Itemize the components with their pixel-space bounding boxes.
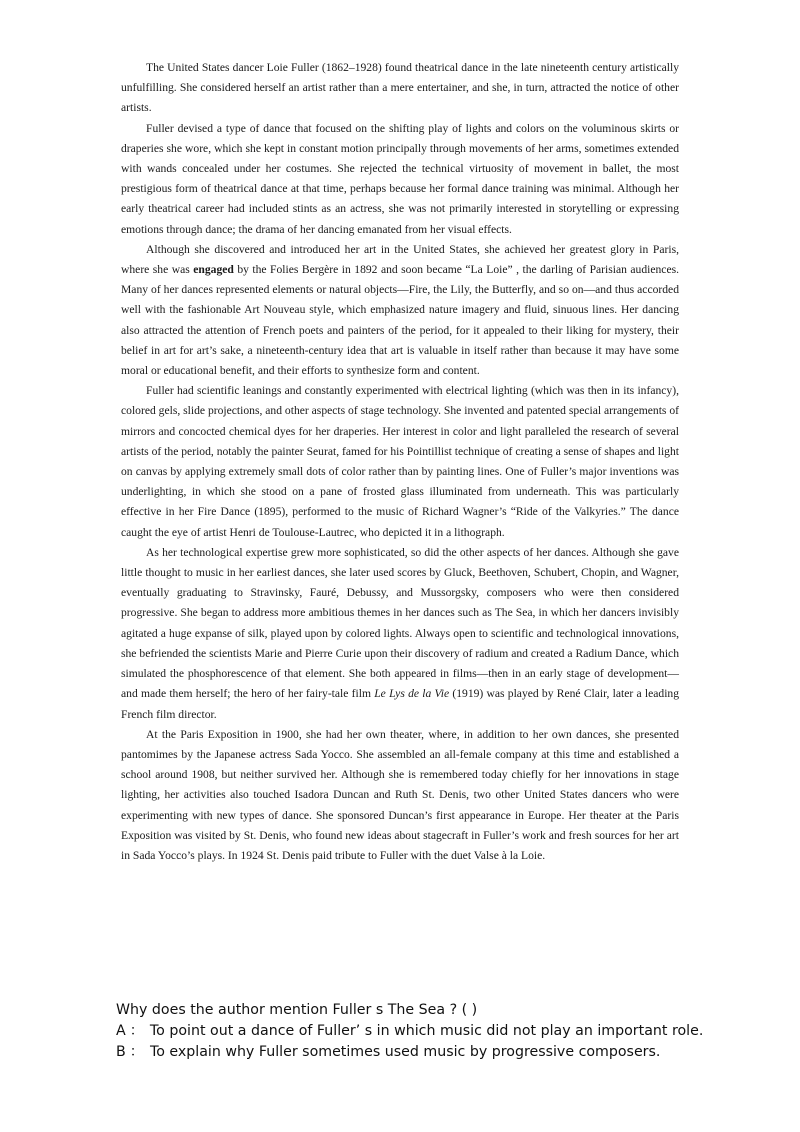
passage-paragraph-5 <box>121 543 679 725</box>
question-stem: Why does the author mention Fuller s The Sea ? ( ) <box>116 1002 478 1018</box>
reading-passage <box>121 58 679 866</box>
bold-word-engaged: engaged <box>193 263 234 277</box>
passage-paragraph-3 <box>121 240 679 381</box>
option-b-separator: ： <box>129 1044 144 1060</box>
option-b-text: To explain why Fuller sometimes used music by progressive composers. <box>149 1044 661 1060</box>
option-a[interactable] <box>116 1021 786 1042</box>
passage-paragraph-2: Fuller devised a type of dance that focused on the shifting play of lights and colors on the voluminous skirts or draperies she wore, which she kept in constant motion principally through movements of her arms, sometimes extended with wands concealed under her costumes. She rejected the technical virtuosity of movement in ballet, the most prestigious form of theatrical dance at that time, perhaps because her formal dance training was minimal. Although her early theatrical career had included stints as an actress, she was not primarily interested in storytelling or expressing emotions through dance; the drama of her dancing emanated from her visual effects. <box>121 121 679 236</box>
option-a-text: To point out a dance of Fuller’ s in which music did not play an important role. <box>149 1023 704 1039</box>
passage-paragraph-1: The United States dancer Loie Fuller (1862–1928) found theatrical dance in the late nineteenth century artistically unfulfilling. She considered herself an artist rather than a mere entertainer, and she, in turn, attracted the notice of other artists. <box>121 61 679 115</box>
option-a-letter: A <box>116 1023 126 1039</box>
passage-paragraph-6: At the Paris Exposition in 1900, she had her own theater, where, in addition to her own dances, she presented pantomimes by the Japanese actress Sada Yocco. She assembled an all-female company at this time and established a school around 1908, but neither survived her. Although she is remembered today chiefly for her innovations in stage lighting, her activities also touched Isadora Duncan and Ruth St. Denis, two other United States dancers who were experimenting with new types of dance. She sponsored Duncan’s first appearance in Europe. Her theater at the Paris Exposition was visited by St. Denis, who found new ideas about stagecraft in Fuller’s work and fresh sources for her art in Sada Yocco’s plays. In 1924 St. Denis paid tribute to Fuller with the duet Valse à la Loie. <box>121 727 679 862</box>
question-block <box>116 1000 786 1063</box>
paragraph-5-text-start: As her technological expertise grew more sophisticated, so did the other aspects of her dances. Although she gave little thought to music in her earliest dances, she later used scores by Gluck, Beethoven, Schubert, Chopin, and Wagner, eventually graduating to Stravinsky, Fauré, Debussy, and Mussorgsky, composers who were then considered progressive. She began to address more ambitious themes in her dances such as The Sea, in which her dancers invisibly agitated a huge expanse of silk, played upon by colored lights. Always open to scientific and technological innovations, she befriended the scientists Marie and Pierre Curie upon their discovery of radium and created a Radium Dance, which simulated the phosphorescence of that element. She both appeared in films—then in an early stage of development—and made them herself; the hero of her fairy-tale film <box>121 545 679 701</box>
paragraph-3-text-end: by the Folies Bergère in 1892 and soon became “La Loie” , the darling of Parisian audiences. Many of her dances represented elements or natural objects—Fire, the Lily, the Butterfly, and so on—and thus accorded well with the fashionable Art Nouveau style, which emphasized nature imagery and fluid, sinuous lines. Her dancing also attracted the attention of French poets and painters of the period, for it appealed to their liking for mystery, their belief in art for art’s sake, a nineteenth-century idea that art is valuable in itself rather than because it may have some moral or educational benefit, and their efforts to synthesize form and content. <box>121 263 680 378</box>
option-a-separator: ： <box>129 1023 144 1039</box>
paragraph-3-text-start: Although she discovered and introduced her art in the United States, she achieved her greatest glory in Paris, where she was <box>121 242 679 277</box>
film-title-italic: Le Lys de la Vie <box>374 687 450 701</box>
option-b-letter: B <box>116 1044 126 1060</box>
passage-paragraph-4: Fuller had scientific leanings and constantly experimented with electrical lighting (which was then in its infancy), colored gels, slide projections, and other aspects of stage technology. She invented and patented special arrangements of mirrors and concocted chemical dyes for her draperies. Her interest in color and light paralleled the research of several artists of the period, notably the painter Seurat, famed for his Pointillist technique of creating a sense of shapes and light on canvas by applying extremely small dots of color rather than by painting lines. One of Fuller’s major inventions was underlighting, in which she stood on a pane of frosted glass illuminated from underneath. This was particularly effective in her Fire Dance (1895), performed to the music of Richard Wagner’s “Ride of the Valkyries.” The dance caught the eye of artist Henri de Toulouse-Lautrec, who depicted it in a lithograph. <box>121 384 679 539</box>
option-b[interactable] <box>116 1042 786 1063</box>
paragraph-5-text-end: (1919) was played by René Clair, later a leading French film director. <box>121 687 680 721</box>
